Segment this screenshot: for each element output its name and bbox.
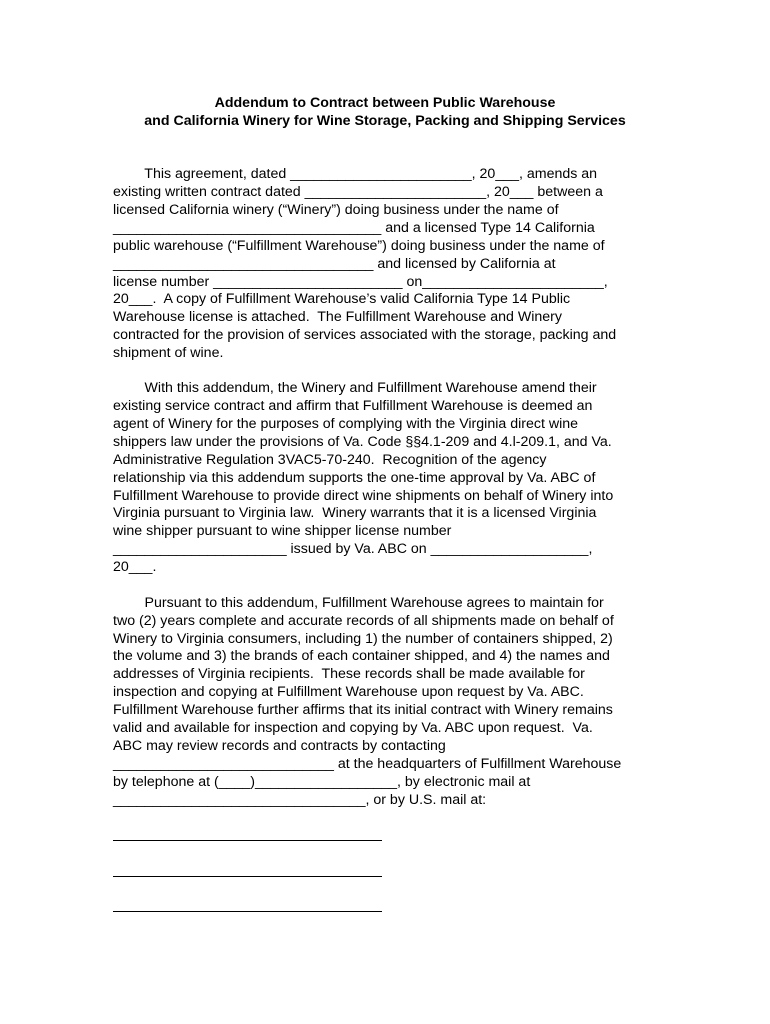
text-line: shippers law under the provisions of Va. Code §§4.1-209 and 4.l-209.1, and Va.	[113, 434, 612, 450]
text-line: by telephone at (____)__________________, by electronic mail at	[113, 774, 531, 790]
text-line: Winery to Virginia consumers, including 1) the number of containers shipped, 2)	[113, 631, 613, 647]
text-line: agent of Winery for the purposes of complying with the Virginia direct wine	[113, 416, 579, 432]
text-line: _________________________________ and licensed by California at	[113, 256, 556, 272]
text-line: ABC may review records and contracts by contacting	[113, 738, 446, 754]
text-line: wine shipper pursuant to wine shipper license number	[113, 523, 452, 539]
text-line: contracted for the provision of services associated with the storage, packing and	[113, 327, 617, 343]
text-line: 20___. A copy of Fulfillment Warehouse’s valid California Type 14 Public	[113, 291, 571, 307]
text-line: addresses of Virginia recipients. These records shall be made available for	[113, 666, 585, 682]
text-line: public warehouse (“Fulfillment Warehouse”) doing business under the name of	[113, 238, 605, 254]
text-line: With this addendum, the Winery and Fulfillment Warehouse amend their	[113, 380, 597, 396]
text-line: Virginia pursuant to Virginia law. Winery warrants that it is a licensed Virginia	[113, 505, 597, 521]
text-line: ________________________________, or by U.S. mail at:	[113, 792, 487, 808]
text-line: the volume and 3) the brands of each container shipped, and 4) the names and	[113, 648, 610, 664]
text-line: existing service contract and affirm that Fulfillment Warehouse is deemed an	[113, 398, 593, 414]
text-line: Fulfillment Warehouse to provide direct wine shipments on behalf of Winery into	[113, 488, 614, 504]
text-line: existing written contract dated _______________________, 20___ between a	[113, 184, 603, 200]
text-line: Fulfillment Warehouse further affirms that its initial contract with Winery remains	[113, 702, 613, 718]
text-line: valid and available for inspection and copying by Va. ABC upon request. Va.	[113, 720, 593, 736]
text-line: Pursuant to this addendum, Fulfillment Warehouse agrees to maintain for	[113, 595, 604, 611]
text-line: two (2) years complete and accurate records of all shipments made on behalf of	[113, 613, 614, 629]
text-line: licensed California winery (“Winery”) doing business under the name of	[113, 202, 559, 218]
text-line: ____________________________ at the headquarters of Fulfillment Warehouse	[113, 756, 622, 772]
text-line: ______________________ issued by Va. ABC on ____________________,	[113, 541, 593, 557]
text-line: __________________________________ and a licensed Type 14 California	[113, 220, 595, 236]
address-line-1[interactable]	[113, 840, 382, 841]
address-line-3[interactable]	[113, 911, 382, 912]
text-line: license number ________________________ on_______________________,	[113, 274, 608, 290]
text-line: This agreement, dated _______________________, 20___, amends an	[113, 166, 598, 182]
text-line: inspection and copying at Fulfillment Warehouse upon request by Va. ABC.	[113, 684, 584, 700]
text-line: 20___.	[113, 559, 157, 575]
text-line: Warehouse license is attached. The Fulfillment Warehouse and Winery	[113, 309, 562, 325]
document-title-line-2: and California Winery for Wine Storage, Packing and Shipping Services	[144, 113, 626, 129]
address-line-2[interactable]	[113, 876, 382, 877]
text-line: Administrative Regulation 3VAC5-70-240. Recognition of the agency	[113, 452, 547, 468]
document-title-line-1: Addendum to Contract between Public Warehouse	[214, 95, 556, 111]
text-line: shipment of wine.	[113, 345, 224, 361]
text-line: relationship via this addendum supports the one-time approval by Va. ABC of	[113, 470, 596, 486]
